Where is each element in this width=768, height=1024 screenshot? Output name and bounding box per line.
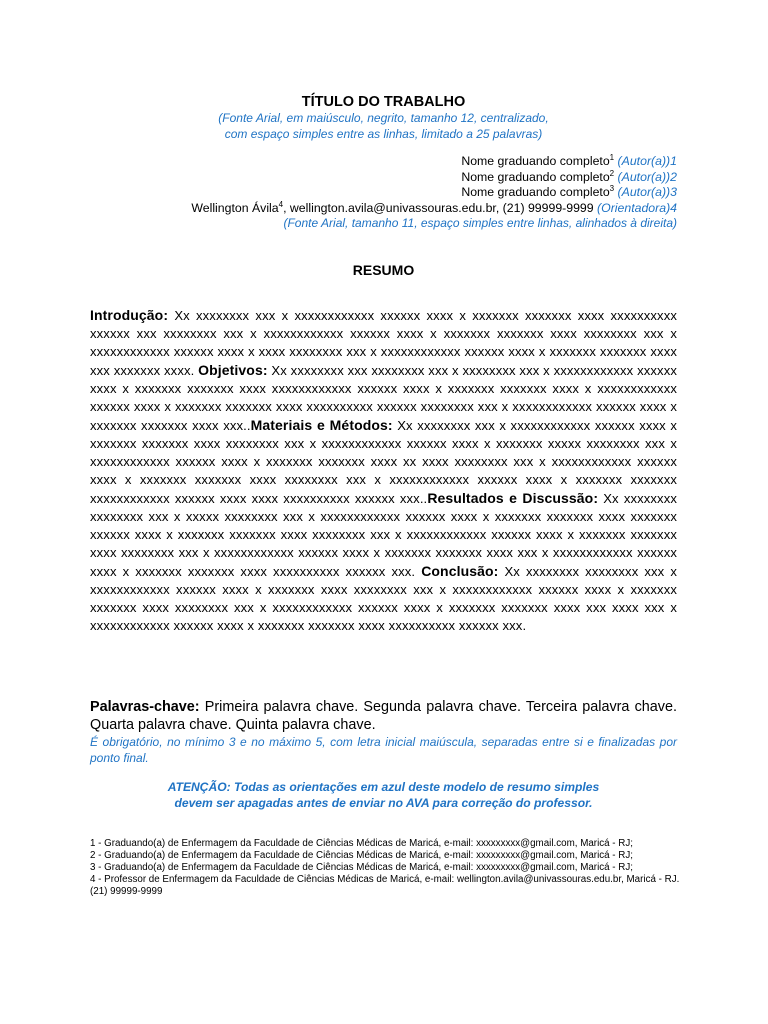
attention-line-2: devem ser apagadas antes de enviar no AVA para correção do professor. bbox=[174, 796, 593, 810]
author-name: Nome graduando completo bbox=[461, 169, 610, 184]
methods-text: Xx xxxxxxxx xxx x xxxxxxxxxxxx xxxxxx xxxx x xxxxxxx xxxxxxx xxxx xxxxxxxx xxx x xxxxxxxxxxxx xxxxxx xxxx x xxxxxxx xxxxx xxxxxxxx xxx x xxxxxxxxxxxx xxxxxx xxxx x xxxxxxx xxxxxxx xxxx xx xxxx xxxxxxxx xxx x xxxxxxxxxxxx xxxxxx xxxx x xxxxxxx xxxxxxx xxxx xxxxxxxx xxx x xxxxxxxxxxxx xxxxxx xxxx x xxxxxxx xxxxxxx xxxxxxxxxxxx xxxxxx xxxx xxxx xxxxxxxxxx xxxxxx xxx.. bbox=[90, 418, 677, 506]
keywords-guidance-note: É obrigatório, no mínimo 3 e no máximo 5, com letra inicial maiúscula, separadas entre si e finalizadas por ponto final. bbox=[90, 735, 677, 765]
author-name: Nome graduando completo bbox=[461, 185, 610, 199]
title-note-line-2: com espaço simples entre as linhas, limitado a 25 palavras) bbox=[224, 127, 543, 141]
objectives-text: Xx xxxxxxxx xxx xxxxxxxx xxx x xxxxxxxx xxx x xxxxxxxxxxxx xxxxxx xxxx x xxxxxxx xxxxxxx xxxx xxxxxxxxxxxx xxxxxx xxxx x xxxxxxx xxxxxxx xxxx x xxxxxxxxxxxx xxxxxx xxxx x xxxxxxx xxxxxxx xxxx xxxxxxxxxx xxxxxx xxxxxxxx xxx x xxxxxxxxxxxx xxxxxx xxxx x xxxxxxx xxxxxxx xxxx xxx.. bbox=[90, 363, 677, 433]
advisor-superscript: 4 bbox=[278, 199, 284, 209]
advisor-contact: , wellington.avila@univassouras.edu.br, (21) 99999-9999 bbox=[283, 200, 598, 215]
abstract-heading: RESUMO bbox=[352, 262, 415, 278]
advisor-line bbox=[90, 201, 677, 217]
results-text: Xx xxxxxxxx xxxxxxxx xxx x xxxxx xxxxxxxx xxx x xxxxxxxxxxxx xxxxxx xxxx x xxxxxxx xxxxxxx xxxx xxxxxxx xxxxxx xxxx x xxxxxxx xxxxxxx xxxx xxxxxxxx xxx x xxxxxxxxxxxx xxxxxx xxxx x xxxxxxx xxxxxxx xxxx xxxxxxxx xxx x xxxxxxxxxxxx xxxxxx xxxx x xxxxxxx xxxxxxx xxxx xxx x xxxxxxxxxxxx xxxxxx xxxx x xxxxxxx xxxxxxx xxxx xxxxxxxxxx xxxxxx xxx. bbox=[90, 491, 678, 579]
footnote-3: 3 - Graduando(a) de Enfermagem da Faculdade de Ciências Médicas de Maricá, e-mail: xxxxxxxxx@gmail.com, Maricá - RJ; bbox=[90, 862, 633, 873]
author-superscript: 3 bbox=[609, 183, 615, 193]
objectives-label: Objetivos: bbox=[198, 362, 268, 378]
abstract-body bbox=[90, 306, 677, 635]
author-role: (Autor(a))1 bbox=[617, 154, 677, 168]
title-note-line-1: (Fonte Arial, em maiúsculo, negrito, tamanho 12, centralizado, bbox=[218, 111, 549, 125]
author-line-2 bbox=[90, 170, 677, 186]
conclusion-label: Conclusão: bbox=[421, 563, 499, 579]
advisor-name: Wellington Ávila bbox=[191, 200, 279, 215]
author-line-1 bbox=[90, 154, 677, 170]
author-superscript: 2 bbox=[609, 168, 615, 178]
intro-label: Introdução: bbox=[90, 307, 169, 323]
authors-guidance-note: (Fonte Arial, tamanho 11, espaço simples entre linhas, alinhados à direita) bbox=[283, 216, 677, 230]
author-name: Nome graduando completo bbox=[461, 154, 610, 168]
document-title: TÍTULO DO TRABALHO bbox=[301, 94, 466, 110]
author-superscript: 1 bbox=[609, 152, 615, 162]
footnote-1: 1 - Graduando(a) de Enfermagem da Faculdade de Ciências Médicas de Maricá, e-mail: xxxxxxxxx@gmail.com, Maricá - RJ; bbox=[90, 838, 633, 849]
methods-label: Materiais e Métodos: bbox=[250, 417, 393, 433]
author-role: (Autor(a))2 bbox=[617, 169, 677, 184]
footnote-4: 4 - Professor de Enfermagem da Faculdade de Ciências Médicas de Maricá, e-mail: wellington.avila@univassouras.edu.br, Maricá - RJ. (21) 99999-9999 bbox=[90, 874, 680, 897]
attention-line-1: ATENÇÃO: Todas as orientações em azul deste modelo de resumo simples bbox=[167, 780, 600, 794]
keywords-label: Palavras-chave: bbox=[90, 699, 200, 715]
intro-text: Xx xxxxxxxx xxx x xxxxxxxxxxxx xxxxxx xxxx x xxxxxxx xxxxxxx xxxx xxxxxxxxxx xxxxxx xxx xxxxxxxx xxx x xxxxxxxxxxxx xxxxxx xxxx x xxxxxxx xxxxxxx xxxx xxxxxxxx xxx x xxxxxxxxxxxx xxxxxx xxxx x xxxx xxxxxxxx xxx x xxxxxxxxxxxx xxxxxx xxxx x xxxxxxx xxxxxxx xxxx xxx xxxxxxx xxxx. bbox=[90, 308, 677, 378]
author-role: (Autor(a))3 bbox=[617, 185, 677, 199]
footnotes bbox=[90, 838, 680, 898]
author-line-3 bbox=[90, 185, 677, 201]
title-guidance-note bbox=[90, 110, 677, 142]
keywords-text: Primeira palavra chave. Segunda palavra chave. Terceira palavra chave. Quarta palavra chave. Quinta palavra chave. bbox=[90, 699, 677, 733]
attention-notice bbox=[90, 779, 677, 811]
document-page bbox=[90, 0, 680, 1024]
conclusion-text: Xx xxxxxxxx xxxxxxxx xxx x xxxxxxxxxxxx xxxxxx xxxx x xxxxxxx xxxx xxxxxxxx xxx x xxxxxxxxxxxx xxxxxx xxxx x xxxxxxx xxxxxxx xxxx xxxxxxxx xxx x xxxxxxxxxxxx xxxxxx xxxx x xxxxxxx xxxxxxx xxxx xxx xxxx xxx x xxxxxxxxxxxx xxxxxx xxxx x xxxxxxx xxxxxxx xxxx xxxxxxxxxx xxxxxx xxx. bbox=[90, 564, 678, 633]
authors-block bbox=[90, 154, 677, 232]
advisor-role: (Orientadora)4 bbox=[597, 200, 677, 215]
keywords-paragraph bbox=[90, 698, 677, 734]
results-label: Resultados e Discussão: bbox=[427, 490, 599, 506]
footnote-2: 2 - Graduando(a) de Enfermagem da Faculdade de Ciências Médicas de Maricá, e-mail: xxxxxxxxx@gmail.com, Maricá - RJ; bbox=[90, 850, 633, 861]
